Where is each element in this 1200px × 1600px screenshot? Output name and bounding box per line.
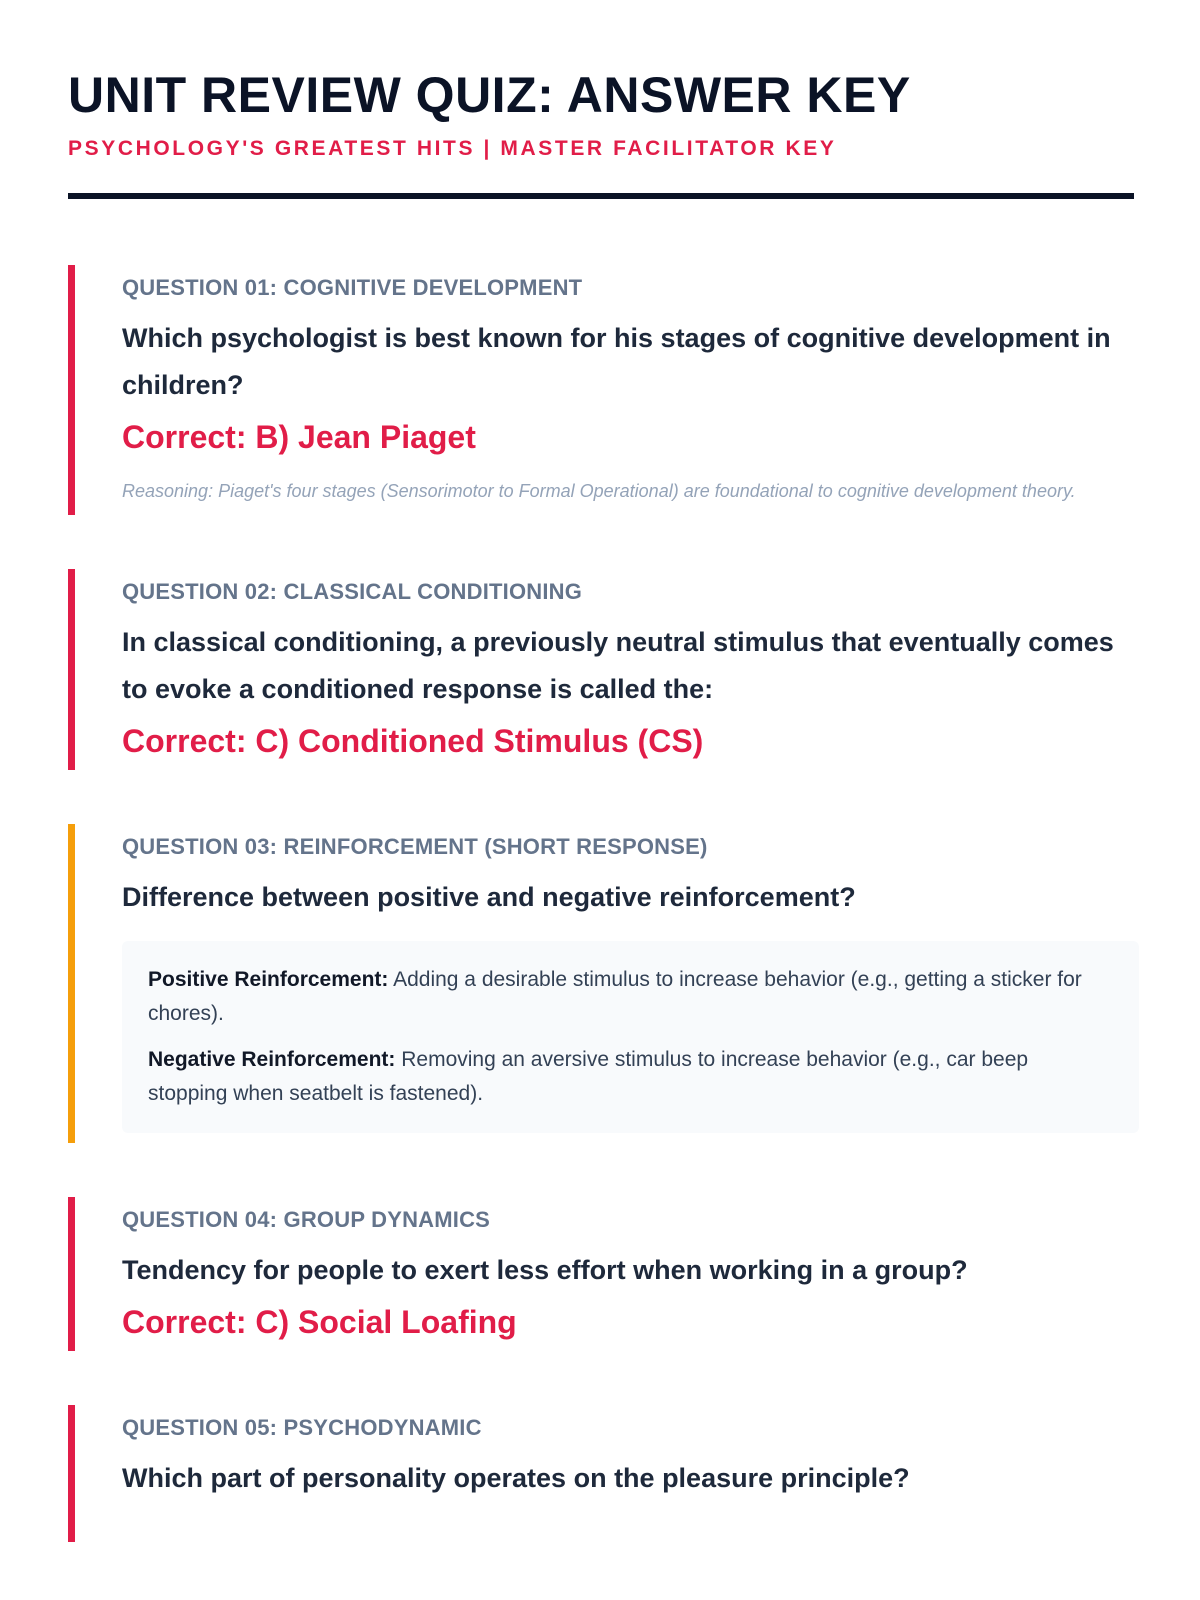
response-definition: Removing an aversive stimulus to increase behavior (e.g., car beep stopping when seatbelt is fastened).	[148, 1048, 1029, 1105]
response-term: Positive Reinforcement:	[148, 968, 389, 991]
response-positive	[148, 963, 1113, 1031]
question-heading: QUESTION 03: REINFORCEMENT (SHORT RESPONSE)	[122, 834, 708, 859]
response-term: Negative Reinforcement:	[148, 1048, 396, 1071]
question-card-05	[68, 1405, 1134, 1542]
correct-answer: Correct: B) Jean Piaget	[122, 419, 476, 455]
question-text: Tendency for people to exert less effort when working in a group?	[122, 1255, 968, 1285]
question-heading: QUESTION 01: COGNITIVE DEVELOPMENT	[122, 275, 583, 300]
question-card-04	[68, 1197, 1134, 1351]
question-heading: QUESTION 05: PSYCHODYNAMIC	[122, 1415, 482, 1440]
response-negative	[148, 1043, 1113, 1111]
question-card-01	[68, 265, 1134, 515]
question-text: Which psychologist is best known for his stages of cognitive development in children?	[122, 323, 1111, 400]
question-heading: QUESTION 02: CLASSICAL CONDITIONING	[122, 579, 583, 604]
correct-answer: Correct: C) Social Loafing	[122, 1304, 517, 1340]
short-response-box	[122, 941, 1139, 1133]
question-text: In classical conditioning, a previously neutral stimulus that eventually comes to evoke a conditioned response is called the:	[122, 627, 1114, 704]
question-heading: QUESTION 04: GROUP DYNAMICS	[122, 1207, 491, 1232]
page-title: UNIT REVIEW QUIZ: ANSWER KEY	[68, 67, 911, 123]
header-divider	[68, 193, 1134, 199]
question-card-02	[68, 569, 1134, 770]
correct-answer: Correct: C) Conditioned Stimulus (CS)	[122, 723, 704, 759]
question-text: Which part of personality operates on the pleasure principle?	[122, 1463, 910, 1493]
question-card-03	[68, 824, 1134, 1143]
page-subtitle: PSYCHOLOGY'S GREATEST HITS | MASTER FACILITATOR KEY	[68, 137, 837, 160]
response-definition: Adding a desirable stimulus to increase behavior (e.g., getting a sticker for chores).	[148, 968, 1082, 1025]
question-text: Difference between positive and negative reinforcement?	[122, 882, 856, 912]
answer-reasoning: Reasoning: Piaget's four stages (Sensorimotor to Formal Operational) are foundational to cognitive development theory.	[122, 481, 1076, 501]
